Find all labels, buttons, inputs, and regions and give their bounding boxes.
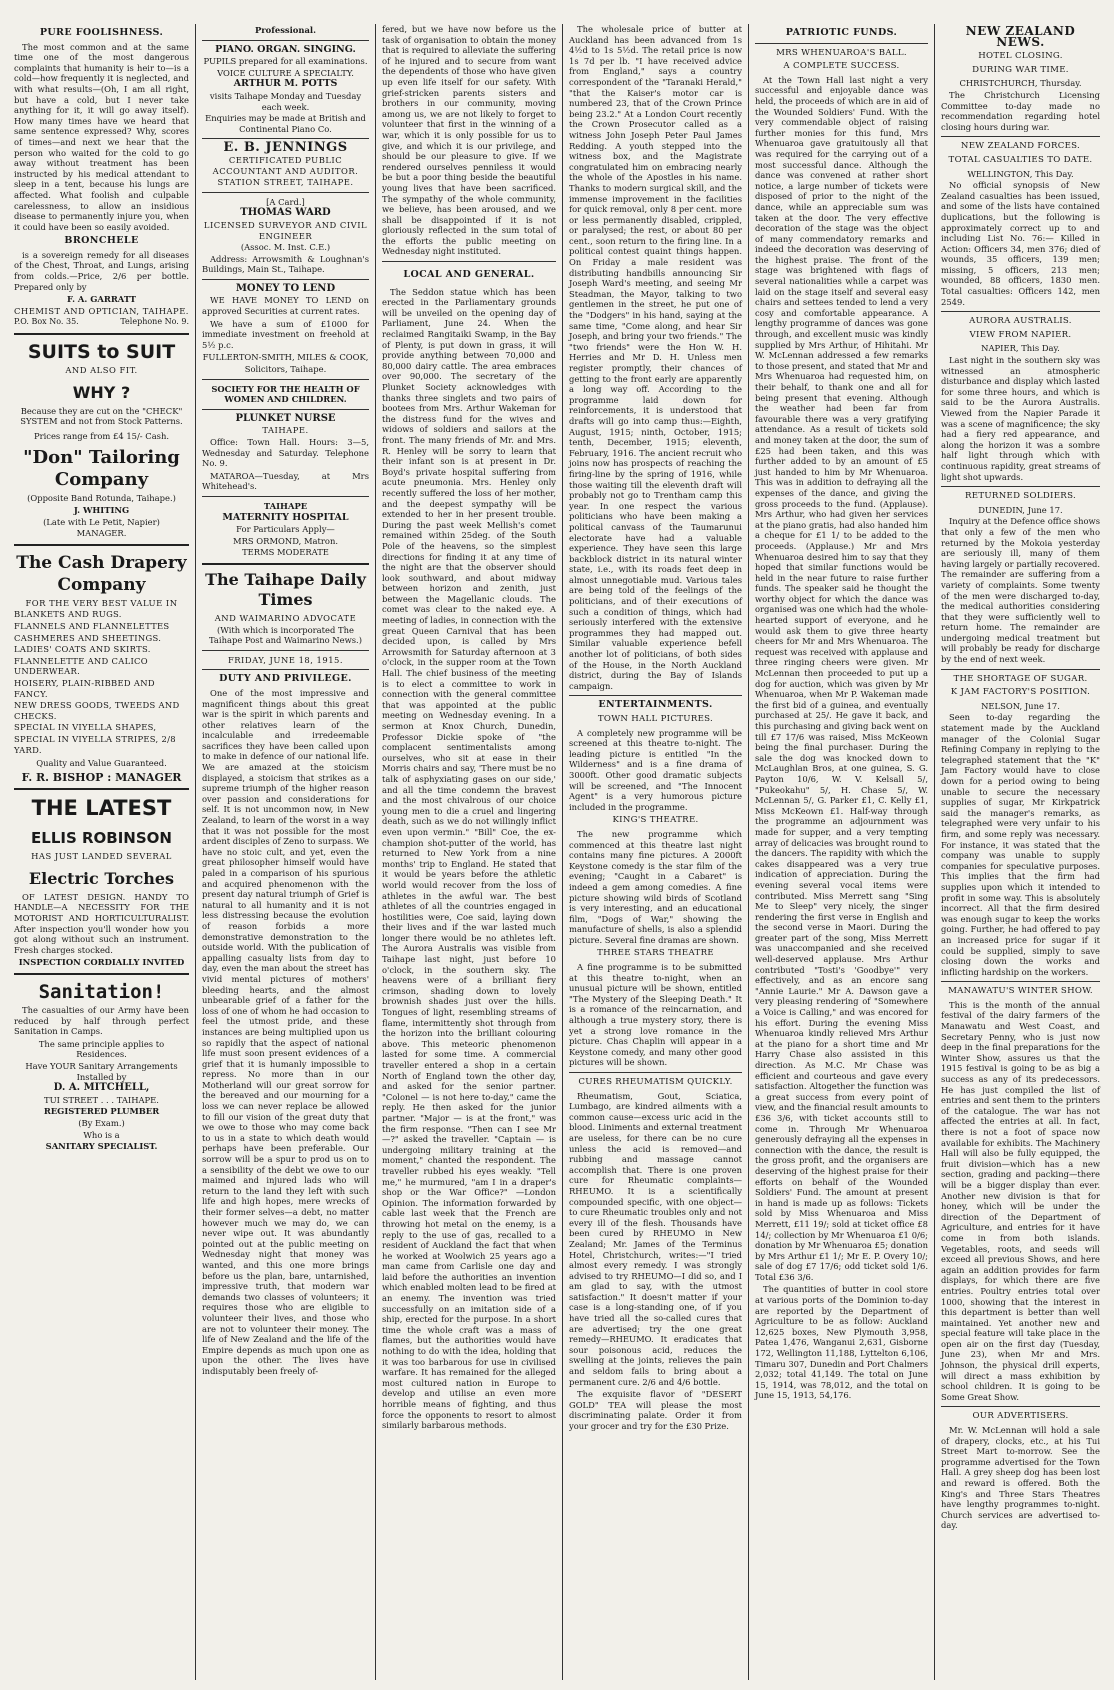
maternity-particulars: For Particulars Apply— bbox=[236, 524, 335, 535]
cash-item: HOISERY, PLAIN-RIBBED AND FANCY. bbox=[14, 677, 155, 699]
divider bbox=[941, 136, 1100, 137]
divider bbox=[14, 788, 189, 790]
divider bbox=[941, 981, 1100, 982]
maternity-matron: MRS ORMOND, Matron. bbox=[233, 535, 338, 546]
quality-text: Quality and Value Guaranteed. bbox=[36, 758, 167, 769]
divider bbox=[202, 40, 369, 41]
professional-heading: Professional. bbox=[254, 25, 317, 35]
by-exam: (By Exam.) bbox=[78, 1117, 125, 1128]
ward-assoc: (Assoc. M. Inst. C.E.) bbox=[240, 242, 331, 253]
duty-heading: DUTY AND PRIVILEGE. bbox=[219, 673, 352, 685]
whiting-note: (Late with Le Petit, Napier) bbox=[43, 516, 160, 527]
local-general-heading: LOCAL AND GENERAL. bbox=[403, 269, 535, 281]
plunket-mataroa: MATAROA—Tuesday, at Mrs Whitehead's. bbox=[202, 470, 369, 492]
three-stars-heading: THREE STARS THEATRE bbox=[597, 948, 714, 959]
torches-text: OF LATEST DESIGN. HANDY TO HANDLE—A NECESSITY FOR THE MOTORIST AND HORTICULTURALIST. After inspection you'll wonder how you got along without such an instrument. Fresh charges stocked. bbox=[14, 891, 189, 955]
entertainments-heading: ENTERTAINMENTS. bbox=[598, 699, 713, 711]
divider bbox=[202, 192, 369, 193]
duty-continued-text: fered, but we have now before us the task of organisation to obtain the money that is required to alleviate the suffering of he injured and to secure from want the dependents of those who have given up even life itself for our safety. With grief-stricken parents sisters and brothers in our community, moving among us, we are not likely to forget to volunteer that first in the winning of a war, which it is only possible for us to give, and which it is our privilege, and should be our pleasure to give. If we rendered ourselves penniless it would be but a poor thing beside the beautiful young lives that have been sacrificed. The sympathy of the whole community, we believe, has been aroused, and we shall be disappointed if it is not gloriously reflected in the sum total of the efforts the public meeting on Wednesday night instituted. bbox=[382, 24, 556, 257]
returned-soldiers-heading: RETURNED SOLDIERS. bbox=[965, 491, 1076, 502]
pure-foolishness-heading: PURE FOOLISHNESS. bbox=[39, 27, 164, 38]
check-system-text: Because they are cut on the "CHECK" SYSTEM and not from Stock Patterns. bbox=[20, 405, 183, 427]
landed-text: HAS JUST LANDED SEVERAL bbox=[31, 851, 172, 862]
don-tailoring-title: "Don" Tailoring Company bbox=[23, 447, 180, 491]
ward-name: THOMAS WARD bbox=[240, 207, 331, 219]
the-latest-title: THE LATEST bbox=[31, 796, 172, 821]
cures-rheumatism-text: Rheumatism, Gout, Sciatica, Lumbago, are kindred ailments with a common cause—excess uric acid in the blood. Liniments and external treatment are useless, for there can be no cure unless the acid is removed—and rubbing and massage cannot accomplish that. There is one proven cure for Rheumatic complaints—RHEUMO. It is a scientifically compounded specific, with one object—to cure Rheumatic troubles only and not every ill of the flesh. Thousands have been cured by RHEUMO in New Zealand; Mr. James of the Terminus Hotel, Christchurch, writes:—"I tried almost every remedy. I was strongly advised to try RHEUMO—I did so, and I am glad to say, with the utmost satisfaction." It doesn't matter if your case is a long-standing one, of if you have tried all the so-called cures that are advertised; try the one great remedy—RHEUMO. It eradicates that sour poisonous acid, reduces the swelling at the joints, relieves the pain and seldom fails to bring about a permanent cure. 2/6 and 4/6 bottle. bbox=[569, 1090, 742, 1387]
duty-text: One of the most impressive and magnificent things about this great war is the spirit in which parents and other relatives learn of the incalculable and irredeemable sacrifices they have been called upon to make in defence of our national life. We are amazed at the stoicism displayed, a stoicism that strikes as a supreme triumph of the higher reason over passion and considerations for self. It is not uncommon now, in New Zealand, to learn of the worst in a way that it was not possible for the most ardent disciples of Zeno to surpass. We have no stoic cult, and yet, even the great philosopher himself would have paled in a comparison of his spurious and acquired phenomenon with the present day natural triumph of Grief is natural to all humanity and it is not less distressing because the evolution of reason forbids a more demonstrative demonstration to the outside world. With the publication of appalling casualty lists from day to day, even the man about the street has vivid mental pictures of mothers' bleeding hearts, and the almost unbearable grief of a father for the loss of one of whom he had occasion to feel the utmost pride, and these instances are being multiplied upon us so rapidly that the aspect of national life must soon present evidences of a grief that it is humanly impossible to repress. No more than in our Motherland will our great sorrow for the bereaved and our mourning for a loss we can never replace be allowed to fill our vision of the great duty that we owe to those who may come back to us in a state to which death would perhaps have been preferable. Our sorrow will be a spur to prod us on to a sensibility of the debt we owe to our maimed and injured lads who will return to the land they left with such life and high hopes, mere wrecks of their former selves—a debt, no matter however much we may do, we can never wipe out. It was abundantly pointed out at the public meeting on Wednesday night that money was wanted, and this one more brings before us the plan, bare, untarnished, impressive truth, that modern war demands two classes of volunteers; it requires those who are eligible to volunteer their lives, and those who are not to volunteer their money. The life of New Zealand and the life of the Empire depends as much upon one as upon the other. The lives have indisputably been freely of- bbox=[202, 687, 369, 1376]
inspection-invited: INSPECTION CORDIALLY INVITED bbox=[18, 957, 185, 968]
cures-rheumatism-heading: CURES RHEUMATISM QUICKLY. bbox=[578, 1077, 733, 1087]
complete-success: A COMPLETE SUCCESS. bbox=[783, 61, 900, 72]
kings-theatre-heading: KING'S THEATRE. bbox=[612, 815, 699, 826]
society-heading: SOCIETY FOR THE HEALTH OF WOMEN AND CHILDREN. bbox=[211, 383, 360, 405]
sanitation-title: Sanitation! bbox=[38, 981, 165, 1004]
why-heading: WHY ? bbox=[72, 382, 131, 402]
casualties-text: No official synopsis of New Zealand casualties has been issued, and some of the lists have contained duplications, but the following is approximately correct up to and including List No. 76:— Killed in Action: Officers 34, men 376; died of wounds, 35 officers, 139 men; missing, 5 officers, 213 men; wounded, 88 officers, 1830 men. Total casualties: Officers 142, men 2549. bbox=[941, 180, 1100, 307]
divider bbox=[941, 486, 1100, 487]
cash-items-list bbox=[14, 609, 189, 755]
divider bbox=[941, 311, 1100, 312]
electric-torches-title: Electric Torches bbox=[28, 868, 175, 888]
town-hall-text: A completely new programme will be screened at this theatre to-night. The leading picture is entitled "In the Wilderness" and is a fine drama of 3000ft. Other good dramatic subjects will be screened, and "The Innocent Agent" is a very humorous picture included in the programme. bbox=[569, 727, 742, 812]
sanitary-specialist: SANITARY SPECIALIST. bbox=[45, 1141, 158, 1152]
cash-item: LADIES' COATS AND SKIRTS. bbox=[14, 644, 151, 655]
divider bbox=[382, 261, 556, 262]
sanitation-have: Have YOUR Sanitary Arrangements Installed by bbox=[25, 1061, 178, 1082]
bronchele-text: is a sovereign remedy for all diseases of the Chest, Throat, and Lungs, arising from colds.—Price, 2/6 per bottle. Prepared only by bbox=[14, 249, 189, 292]
manager-label: MANAGER. bbox=[76, 528, 127, 539]
don-address: (Opposite Band Rotunda, Taihape.) bbox=[27, 493, 176, 504]
garratt-contacts bbox=[14, 317, 189, 328]
plunket-heading: PLUNKET NURSE bbox=[235, 412, 336, 424]
local-general-text: The Seddon statue which has been erected in the Parliamentary grounds will be unveiled on the opening day of Parliament, June 24. When the reclaimed Rangitaiki Swamp, in the Bay of Plenty, is put down in grass, it will provide anything between 70,000 and 80,000 dairy cattle. The area embraces over 90,000. The secretary of the Plunket Society acknowledges with thanks three singlets and two pairs of bootees from Mrs. Arthur Wakeman for the distress fund for the wives and widows of soldiers and sailors at the front. The many friends of Mr. and Mrs. R. Henley will be sorry to learn that their infant son is at present in Dr. Boyd's private hospital suffering from acute pneumonia. Mrs. Henley only recently suffered the loss of her mother, and the deepest sympathy will be extended to her in her present trouble. During the past week Mellish's comet remained within 25deg. of the South Pole of the heavens, so the simplest directions for finding it at any time of the night are that the observer should look southward, and about midway between horizon and zenith, just between the Magellanic clouds. The comet was clear to the naked eye. A meeting of ladies, in connection with the great Queen Carnival that has been decided upon, is called by Mrs Arrowsmith for Saturday afternoon at 3 o'clock, in the supper room at the Town Hall. The chief business of the meeting is to elect a committee to work in connection with the general committee that was appointed at the public meeting on Wednesday evening. In a sermon at Knox Church, Dunedin, Professor Dickie spoke of "the complacent sentimentalists among ourselves, who sit at ease in their Morris chairs and say, 'There must be no talk of asphyxiating gases on our side,' and all the time condemn the bravest and the most chivalrous of our choice young men to die a cruel and lingering death, such as we do not willingly inflict even upon vermin." "Bill" Coe, the ex-champion shot-putter of the world, has returned to New York from a nine months' trip to England. He stated that it would be years before the athletic world would recover from the loss of athletes in the awful war. The best athletes of all the countries engaged in hostilities were, Coe said, laying down their lives and if the war lasted much longer there would be no athletes left. The Aurora Australis was visible from Taihape last night, just before 10 o'clock, in the southern sky. The heavens were of a brilliant fiery crimson, shading down to lovely brownish shades just over the hills. Tongues of light, resembling streams of flame, intermittently shot through from the horizon into the brilliant colouring above. This meteoric phenomenon lasted for some time. A commercial traveller entered a shop in a certain North of England town the other day, and asked for the senior partner. "Colonel — is not here to-day," came the reply. He then asked for the junior partner. "Major — is at the front," was the firm response. "Then can I see Mr —?" asked the traveller. "Captain — is undergoing military training at the moment," chanted the respondent. The traveller rubbed his eyes weakly. "Tell me," he murmured, "am I in a draper's shop or the War Office?" —London Opinion. The information forwarded by cable last week that the French are throwing hot metal on the enemy, is a reply to the use of gas, recalled to a resident of Auckland the fact that when he worked at Woolwich 25 years ago a man came from Carlisle one day and laid before the authorities an invention which enabled molten lead to be fired at an enemy. The invention was tried successfully on an imitation side of a ship, erected for the purpose. In a short time the whole craft was a mass of flames, but the authorities would have nothing to do with the idea, holding that it was too barbarous for use in civilised warfare. It has remained for the alleged most cultured nation in Europe to develop and utilise an even more horrible means of fighting, and thus force the opponents to resort to almost similarly barbarous methods. bbox=[382, 286, 556, 1431]
money-sum: We have a sum of £1000 for immediate investment on freehold at 5½ p.c. bbox=[202, 318, 369, 350]
divider bbox=[14, 333, 189, 335]
garratt-box: P.O. Box No. 35. bbox=[14, 317, 79, 327]
divider bbox=[202, 138, 369, 139]
divider bbox=[202, 650, 369, 651]
garratt-telephone: Telephone No. 9. bbox=[120, 317, 189, 327]
sanitation-same: The same principle applies to Residences. bbox=[38, 1038, 165, 1060]
voice-culture: VOICE CULTURE A SPECIALTY. bbox=[217, 67, 354, 78]
news-items-text: The wholesale price of butter at Auckland has been advanced from 1s 4½d to 1s 5½d. The retail price is now 1s 7d per lb. "I have received advice from England," says a country correspondent of the "Taranaki Herald," "that the Kaiser's motor car is numbered 23, that of the Crown Prince being 23.2." At a London Court recently the Crown Prosecutor called as a witness John Joseph Peter Paul James Redding. A youth stepped into the witness box, and the Magistrate congratulated him on embracing nearly the whole of the Apostles in his name. Thanks to modern surgical skill, and the immense improvement in the facilities for quick removal, only 8 per cent. more or less permanently disabled, crippled, or paralysed; the rest, or about 80 per cent., soon return to the firing line. In a political contest quaint things happen. On Friday a male resident was distributing handbills announcing Sir Joseph Ward's meeting, and seeing Mr Steadman, the Mayor, talking to two gentlemen in the street, he put one of the "Dodgers" in his hand, saying at the same time, "Come along, and hear Sir Joseph, and bring your two friends." The "two friends" were the Hon W. H. Herries and Mr D. H. Unless men register promptly, their chances of getting to the front early are apparently a long way off. According to the programme laid down for reinforcements, it is understood that drafts will go into camp thus:—Eighth, August, 1915; ninth, October, 1915; tenth, December, 1915; eleventh, February, 1916. The ancient recruit who joins now has prospects of reaching the firing-line by the spring of 1916, while those waiting till the eleventh draft will probably not go to Trentham camp this year. In one respect the various politicians who have been making a political canvass of the Taumarunui electorate have had a valuable experience. They have seen this large backblock district in its natural winter state, i.e., with its roads feet deep in almost unnegotiable mud. Various tales are being told of the feelings of the politicians, and of their executions of such a condition of things, which had seriously interfered with the extensive programmes they had mapped out. Similar valuable experience befell another lot of politicians, of both sides of the House, in the North Auckland district, during the Bay of Islands campaign. bbox=[569, 24, 742, 691]
cash-item: FLANNELS AND FLANNELETTES bbox=[14, 620, 170, 631]
napier-dateline: NAPIER, This Day. bbox=[981, 343, 1060, 354]
advertisers-heading: OUR ADVERTISERS. bbox=[972, 1411, 1069, 1422]
wellington-dateline: WELLINGTON, This Day. bbox=[967, 168, 1074, 179]
sugar-text: Seen to-day regarding the statement made by the Auckland manager of the Colonial Sugar Refining Company in replying to the telegraphed statement that the "K" Jam Factory would have to close down for a period owing to being unable to secure the necessary supplies of sugar, Mr Kirkpatrick said the manager's remarks, as telegraphed were very unfair to his firm, and some reply was necessary. For instance, it was stated that the company was unable to supply companies for speculative purposes. This implies that the firm had supplies upon which it intended to profit in some way. This is absolutely incorrect. All that the firm desired was enough sugar to keep the works going. Further, he had offered to pay an increased price for sugar if it could be supplied, simply to save closing down the works and inflicting hardship on the workers. bbox=[941, 712, 1100, 977]
view-from-napier: VIEW FROM NAPIER. bbox=[969, 329, 1072, 340]
suits-title: SUITS to SUIT bbox=[27, 341, 176, 364]
winter-show-heading: MANAWATU'S WINTER SHOW. bbox=[948, 986, 1093, 997]
maternity-location: TAIHAPE bbox=[263, 500, 308, 511]
divider bbox=[941, 1406, 1100, 1407]
column-3 bbox=[375, 24, 562, 1680]
divider bbox=[202, 379, 369, 380]
butter-quantities-text: The quantities of butter in cool store at various ports of the Dominion to-day are reported by the Department of Agriculture to be as follow: Auckland 12,625 boxes, New Plymouth 3,958, Patea 1,476, Wanganui 2,631, Gisborne 172, Wellington 11,188, Lyttelton 6,106, Timaru 307, Dunedin and Port Chalmers 2,032; total 41,149. The total on June 15, 1914, was 78,012, and the total on June 15, 1913, 54,176. bbox=[755, 1284, 928, 1401]
cash-item: BLANKETS AND RUGS. bbox=[14, 609, 122, 620]
divider bbox=[755, 43, 928, 44]
winter-show-text: This is the month of the annual festival of the dairy farmers of the Manawatu and West Coast, and Secretary Penny, who is just now deep in the final preparations for the Winter Show, assures us that the 1915 festival is going to be as big a success as any of its predecessors. He has just compiled the list of entries and sent them to the printers of the catalogue. The war has not affected the entries at all. In fact, there is not a foot of space now available for exhibits. The Machinery Hall will also be fully equipped, the fruit division—which has a new section, grading and packing—there will be a bigger display than ever. Another new division is that for honey, which will be under the direction of the Department of Agriculture, and entries for it have come in from both islands. Vegetables, roots, and seeds will exceed all previous Shows, and here again an addition provides for farm displays, for which there are five entries. Poultry entries total over 1000, showing that the interest in this department is better than well maintained. Yet another new and special feature will take place in the open air on the first day (Tuesday, June 23), when Mr and Mrs. Johnson, the physical drill experts, will direct a mass exhibition by school children. It is going to be Some Great Show. bbox=[941, 999, 1100, 1402]
who-is-a: Who is a bbox=[83, 1129, 120, 1140]
nz-forces-heading: NEW ZEALAND FORCES. bbox=[960, 141, 1081, 152]
piano-heading: PIANO. ORGAN. SINGING. bbox=[215, 43, 356, 55]
ellis-robinson-title: ELLIS ROBINSON bbox=[31, 829, 172, 848]
column-2 bbox=[195, 24, 375, 1680]
plunket-office: Office: Town Hall. Hours: 3—5, Wednesday and Saturday. Telephone No. 9. bbox=[202, 437, 369, 469]
bishop-manager: F. R. BISHOP : MANAGER bbox=[21, 770, 182, 784]
sanitation-text: The casualties of our Army have been reduced by half through perfect Sanitation in Camps. bbox=[14, 1005, 189, 1037]
potts-visits: visits Taihape Monday and Tuesday each week. bbox=[209, 90, 362, 112]
advertisers-text: Mr. W. McLennan will hold a sale of drapery, clocks, etc., at his Tui Street Mart to-morrow. See the programme advertised for the Town Hall. A grey sheep dog has been lost and reward is offered. Both the King's and Three Stars Theatres have lengthy programmes to-night. Church services are advertised to-day. bbox=[941, 1425, 1100, 1531]
card-label: [A Card.] bbox=[266, 196, 305, 207]
divider bbox=[941, 669, 1100, 670]
masthead-incorporated: (With which is incorporated The Taihape Post and Waimarino News.) bbox=[209, 624, 362, 646]
divider bbox=[14, 973, 189, 975]
ward-licensed: LICENSED SURVEYOR AND CIVIL ENGINEER bbox=[203, 219, 368, 241]
cash-item: SPECIAL IN VIYELLA STRIPES, 2/8 YARD. bbox=[14, 733, 176, 755]
cash-drapery-title: The Cash Drapery Company bbox=[16, 552, 187, 595]
patriotic-funds-heading: PATRIOTIC FUNDS. bbox=[785, 27, 898, 38]
newspaper-masthead: The Taihape Daily Times bbox=[205, 569, 366, 609]
potts-name: ARTHUR M. POTTS bbox=[233, 78, 338, 90]
aurora-heading: AURORA AUSTRALIS. bbox=[969, 316, 1072, 327]
divider bbox=[14, 544, 189, 546]
divider bbox=[202, 279, 369, 280]
divider bbox=[202, 496, 369, 497]
masthead-advocate: AND WAIMARINO ADVOCATE bbox=[214, 612, 357, 623]
fullerton-name: FULLERTON-SMITH, MILES & COOK, bbox=[202, 352, 369, 363]
prices-text: Prices range from £4 15/- Cash. bbox=[33, 430, 170, 441]
town-hall-heading: TOWN HALL PICTURES. bbox=[597, 714, 714, 724]
column-6 bbox=[934, 24, 1106, 1680]
pupils-text: PUPILS prepared for all examinations. bbox=[203, 56, 368, 67]
divider bbox=[569, 695, 742, 696]
ward-address: Address: Arrowsmith & Loughnan's Buildings, Main St., Taihape. bbox=[202, 253, 369, 275]
cash-for: FOR THE VERY BEST VALUE IN bbox=[25, 597, 178, 608]
cash-item: NEW DRESS GOODS, TWEEDS AND CHECKS. bbox=[14, 700, 180, 721]
suits-also: AND ALSO FIT. bbox=[65, 365, 138, 376]
hotel-closing-heading: HOTEL CLOSING. bbox=[978, 51, 1063, 62]
solicitors: Solicitors, Taihape. bbox=[244, 364, 327, 375]
jennings-address: STATION STREET, TAIHAPE. bbox=[217, 177, 354, 188]
column-4 bbox=[562, 24, 748, 1680]
issue-date: FRIDAY, JUNE 18, 1915. bbox=[227, 654, 344, 665]
nz-news-heading: NEW ZEALAND NEWS. bbox=[965, 24, 1076, 49]
maternity-heading: MATERNITY HOSPITAL bbox=[222, 511, 349, 523]
column-1 bbox=[8, 24, 195, 1680]
divider bbox=[202, 409, 369, 410]
tui-street: TUI STREET . . . TAIHAPE. bbox=[44, 1094, 159, 1105]
ball-heading: MRS WHENUAROA'S BALL. bbox=[776, 47, 907, 58]
column-5 bbox=[748, 24, 934, 1680]
nelson-dateline: NELSON, June 17. bbox=[981, 700, 1060, 711]
divider bbox=[569, 1072, 742, 1073]
pure-foolishness-text: The most common and at the same time one of the most dangerous complaints that humanity is heir to—is a cold—how frequently it is neglected, and with what results—(Oh, I am all right, but have a cold, but I never take anything for it, it will go away itself). How many times have we heard that same sentence expressed? Why, scores of times—and next we hear that the person who waited for the cold to go away without treatment has been instructed by his medical attendant to sleep in a tent, because his lungs are affected. What foolish and culpable carelessness, to allow an insidious disease to permanently injure you, when it could have been so easily avoided. bbox=[14, 41, 189, 232]
kings-theatre-text: The new programme which commenced at this theatre last night contains many fine pictures. A 2000ft Keystone comedy is the star film of the evening; "Caught in a Cabaret" is indeed a gem among comedies. A fine picture showing wild birds of Scotland is very interesting, and an educational film, "Dogs of War," showing the manufacture of shells, is also a splendid picture. Several fine dramas are shown. bbox=[569, 828, 742, 945]
dunedin-dateline: DUNEDIN, June 17. bbox=[978, 504, 1063, 515]
potts-enquiries: Enquiries may be made at British and Continental Piano Co. bbox=[205, 113, 366, 134]
divider bbox=[202, 669, 369, 670]
money-heading: MONEY TO LEND bbox=[235, 282, 336, 294]
total-casualties-heading: TOTAL CASUALTIES TO DATE. bbox=[948, 154, 1093, 165]
bronchele-heading: BRONCHELE bbox=[64, 235, 139, 247]
ball-report-text: At the Town Hall last night a very successful and enjoyable dance was held, the proceeds of which are in aid of the Wounded Soldiers' Fund. With the very commendable object of raising further monies for this fund, Mrs Whenuaroa gave gratuitously all that was required for the carrying out of a most successful dance. Although the dance was convened at rather short notice, a large number of tickets were disposed of prior to the night of the dance, while an appreciable sum was taken at the door. The very effective decoration of the stage was the object of many commendatory remarks and indeed the decoration was deserving of the highest praise. The front of the stage was brightened with flags of several nationalities while a carpet was laid on the stage itself and several easy chairs and settees tended to lend a very cosy and comfortable appearance. A lengthy programme of dances was gone through, and excellent music was kindly supplied by Mrs Arthur, of Hihitahi. Mr W. McLennan addressed a few remarks to those present, and stated that Mr and Mrs Whenuaroa had requested him, on their behalf, to thank one and all for being present that evening. Although the weather had been far from favourable there was a very gratifying attendance. As a result of tickets sold and money taken at the door, the sum of £25 had been taken, and this was further added to by an amount of £5 just handed to him by Mr Whenuaroa. This was in addition to defraying all the expenses of the dance, and giving the gross proceeds to the fund. (Applause). Mrs Arthur, who had given her services at the piano gratis, had also handed him a cheque for £1 1/ to be added to the proceeds. (Applause.) Mr and Mrs Whenuaroa desired him to say that they hoped that similar functions would be held in the near future to raise further funds. The speaker said he thought the worthy object for which the dance was organised was one which had the whole-hearted support of everyone, and he would ask them to give three hearty cheers for Mr and Mrs Whenuaroa. The request was received with applause and three ringing cheers were given. Mr McLennan then proceeded to put up a dog for auction, which was given by Mr Whenuaroa, when Mr P. Wakeman made the first bid of a guinea, and eventually purchased at 25/. He gave it back, and this purchasing and giving back went on till £7 17/6 was raised, Miss McKeown being the final purchaser. During the sale the dog was knocked down to McLaughlan Bros, at one guinea, S. G. Payton 10/6, W. V. Kelsall 5/, "Pukeokahu" 5/, H. Chase 5/, W. McLennan 5/, G. Parker £1, C. Kelly £1, Miss McKeown £1. Half-way through the programme an adjournment was made for supper, and a very tempting array of delicacies was brought round to the dancers. The rapidity with which the cakes disappeared was a very true indication of appreciation. During the evening several vocal items were contributed. Miss Merrett sang "Sing Me to Sleep" very nicely, the singer rendering the first verse in English and the second verse in Maori. During the greater part of the song, Miss Merrett was unaccompanied and she received well-deserved applause. Mrs Arthur contributed "Tosti's 'Goodbye'" very effectively, and as an encore sang "Annie Laurie." Mr A. Dawson gave a very pleasing rendering of "Somewhere a Voice is Calling," and was encored for his effort. During the evening Miss Whenuaroa kindly relieved Mrs Arthur at the piano for a short time and Mr Harry Chase also assisted in this direction. As M.C. Mr Chase was efficient and courteous and gave every satisfaction. Altogether the function was a great success from every point of view, and the financial result amounts to £36 3/6, with ticket accounts still to come in. Through Mr Whenuaroa generously defraying all the expenses in connection with the dance, the result is the gross profit, and the organisers are deserving of the highest praise for their efforts on behalf of the Wounded Soldiers' Fund. The amount at present in hand is made up as follows: Tickets sold by Miss Whenuaroa and Miss Merrett, £11 19/; sold at ticket office £8 14/; collection by Mr Whenuaroa £1 0/6; donation by Mr Whenuaroa £5; donation by Mrs Arthur £1 1/; Mr E. P. Overy 10/; sale of dog £7 17/6; odd ticket sold 1/6. Total £36 3/6. bbox=[755, 74, 928, 1282]
money-text: WE HAVE MONEY TO LEND on approved Securities at current rates. bbox=[202, 295, 369, 317]
aurora-text: Last night in the southern sky was witnessed an atmospheric disturbance and display which lasted for some three hours, and which is said to be the Aurora Australis. Viewed from the Napier Parade it was a scene of magnificence; the sky had a fiery red appearance, and along the horizon it was a sombre half light through which with continuous rapidity, great streams of light shot upwards. bbox=[941, 355, 1100, 482]
whiting-name: J. WHITING bbox=[73, 505, 130, 515]
plunket-location: TAIHAPE. bbox=[262, 425, 309, 436]
jennings-cert: CERTIFICATED PUBLIC ACCOUNTANT AND AUDITOR. bbox=[212, 154, 359, 176]
jam-factory-heading: K JAM FACTORY'S POSITION. bbox=[950, 687, 1091, 698]
jennings-name: E. B. JENNINGS bbox=[223, 140, 348, 156]
cash-item: CASHMERES AND SHEETINGS. bbox=[14, 632, 162, 643]
garratt-name: F. A. GARRATT bbox=[66, 294, 137, 305]
christchurch-dateline: CHRISTCHURCH, Thursday. bbox=[959, 78, 1082, 89]
desert-gold-tea: The exquisite flavor of "DESERT GOLD" TEA will please the most discriminating palate. Order it from your grocer and try for the £30 Prize. bbox=[569, 1389, 742, 1431]
registered-plumber: REGISTERED PLUMBER bbox=[43, 1106, 160, 1117]
during-war-time: DURING WAR TIME. bbox=[972, 64, 1069, 75]
sugar-shortage-heading: THE SHORTAGE OF SUGAR. bbox=[953, 673, 1088, 684]
terms-moderate: TERMS MODERATE bbox=[242, 547, 329, 558]
mitchell-name: D. A. MITCHELL, bbox=[53, 1082, 150, 1094]
returned-soldiers-text: Inquiry at the Defence office shows that only a few of the men who returned by the Mokoia yesterday are seriously ill, many of them having largely or partially recovered. The remainder are suffering from a variety of complaints. Some twenty of the men were discharged to-day, the medical authorities considering that they were sufficiently well to return home. The remainder are undergoing medical treatment but will probably be ready for discharge by the end of next week. bbox=[941, 516, 1100, 665]
cash-item: FLANNELETTE AND CALICO UNDERWEAR. bbox=[14, 655, 148, 677]
cash-item: SPECIAL IN VIYELLA SHAPES, bbox=[14, 722, 157, 733]
three-stars-text: A fine programme is to be submitted at this theatre to-night, when an unusual picture will be shown, entitled "The Mystery of the Sleeping Death." It is a romance of the reincarnation, and although a true mystery story, there is yet a strong love romance in the picture. Chas Chaplin will appear in a Keystone comedy, and many other good pictures will be shown. bbox=[569, 962, 742, 1068]
christchurch-text: The Christchurch Licensing Committee to-day made no recommendation regarding hotel closing hours during war. bbox=[941, 89, 1100, 132]
divider bbox=[202, 563, 369, 565]
garratt-role: CHEMIST AND OPTICIAN, TAIHAPE. bbox=[14, 305, 189, 316]
